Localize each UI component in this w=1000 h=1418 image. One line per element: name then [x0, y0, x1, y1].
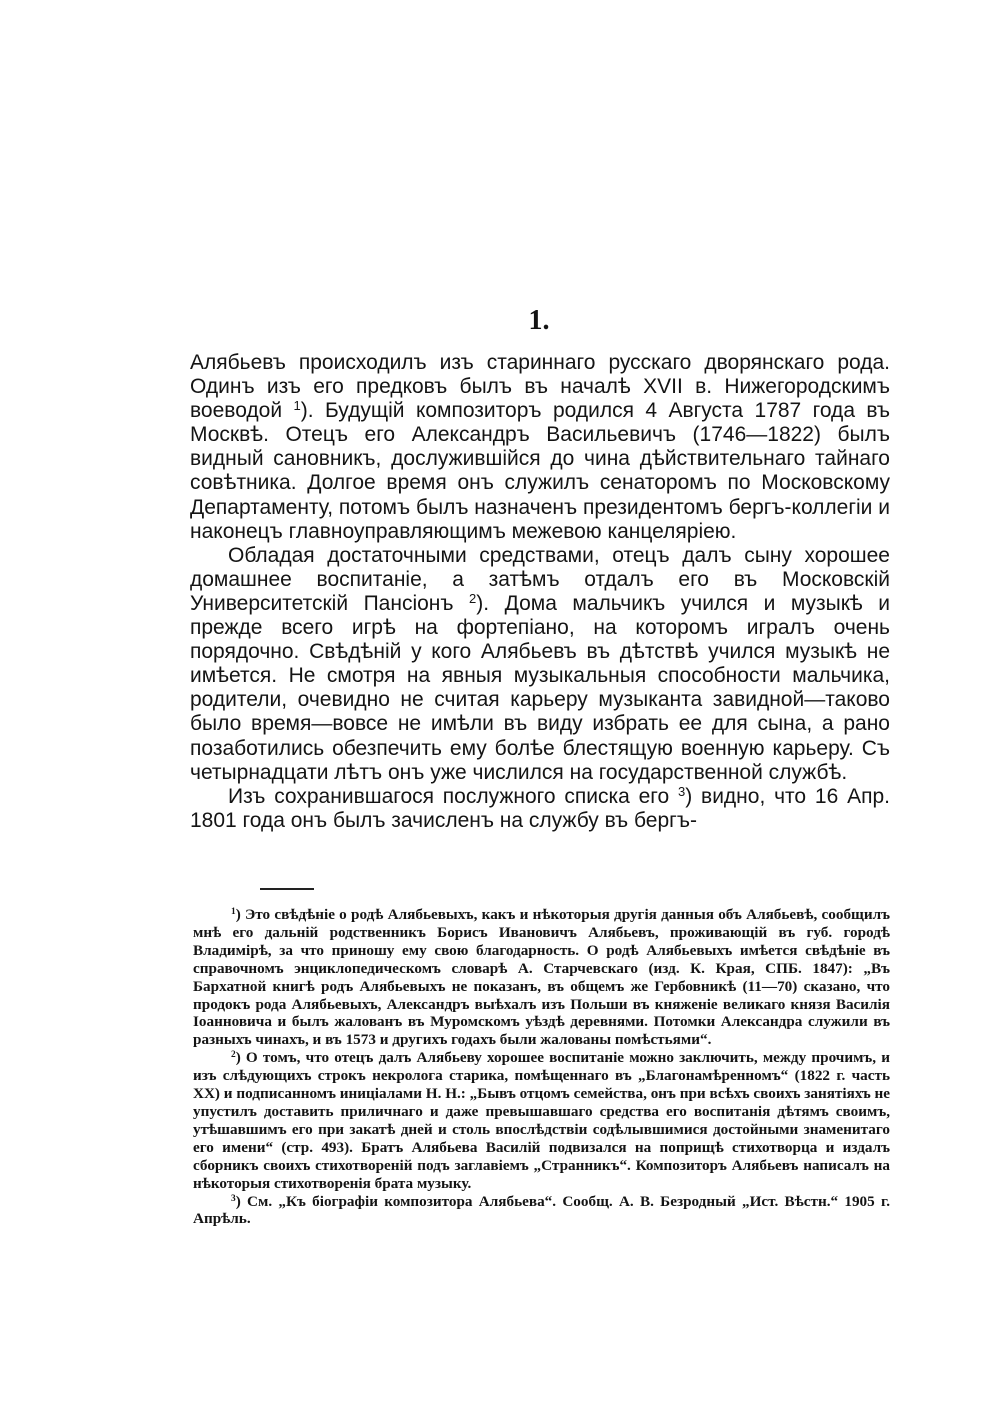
paragraph-text: Алябьевъ происходилъ изъ стариннаго русскаго дворянскаго рода. Одинъ изъ его предковъ былъ въ началѣ XVII в. Нижегородскимъ воеводой [190, 351, 890, 423]
paragraph-text: ). Будущій композиторъ родился 4 Августа 1787 года въ Москвѣ. Отецъ его Александръ Васильевичъ (1746—1822) былъ видный сановникъ, дослужившійся до чина дѣйствительнаго тайнаго совѣтника. Долгое время онъ служилъ сенаторомъ по Московскому Департаменту, потомъ былъ назначенъ президентомъ бергъ-коллегіи и наконецъ главноуправляющимъ межевою канцеляріею. [190, 399, 890, 543]
paragraph-text: Обладая достаточными средствами, отецъ далъ сыну хорошее домашнее воспитаніе, а затѣмъ отдалъ его въ Московскій Университетскій Пансіонъ [190, 543, 890, 615]
paragraph-text: ). Дома мальчикъ учился и музыкѣ и прежде всего игрѣ на фортепіано, на которомъ игралъ очень порядочно. Свѣдѣній у кого Алябьевъ въ дѣтствѣ учился музыкѣ не имѣется. Не смотря на явныя музыкальныя способности мальчика, родители, очевидно не считая карьеру музыканта завидной—таково было время—вовсе не имѣли въ виду избрать ее для сына, а рано позаботились обезпечить ему болѣе блестящую военную карьеру. Съ четырнадцати лѣтъ онъ уже числился на государственной службѣ. [190, 591, 891, 784]
footnote [193, 906, 890, 1049]
footnote-text: ) Это свѣдѣніе о родѣ Алябьевыхъ, какъ и нѣкоторыя другія данныя объ Алябьевѣ, сообщилъ мнѣ его дальній родственникъ Борисъ Ивановичъ Алябьевъ, проживающій въ губ. городѣ Владимірѣ, за что приношу ему свою благодарность. О родѣ Алябьевыхъ имѣется свѣдѣніе въ справочномъ энциклопедическомъ словарѣ А. Старчевскаго (изд. К. Края, СПБ. 1847): „Въ Бархатной книгѣ родъ Алябьевыхъ не показанъ, въ общемъ же Гербовникѣ (11—70) сказано, что продокъ рода Алябьевыхъ, Александръ выѣхалъ изъ Польши въ княженіе великаго князя Василія Іоанновича и былъ жалованъ въ Муромскомъ уѣздѣ деревнями. Потомки Александра служили въ разныхъ чинахъ, и въ 1573 и другихъ годахъ были жалованы помѣстьями“. [193, 906, 890, 1049]
main-text [190, 351, 890, 833]
footnote-reference: 3 [677, 783, 686, 799]
footnote [193, 1193, 890, 1229]
footnote-text: ) О томъ, что отецъ далъ Алябьеву хорошее воспитаніе можно заключить, между прочимъ, и изъ слѣдующихъ строкъ некролога старика, помѣщеннаго въ „Благонамѣренномъ“ (1822 г. часть XX) и подписанномъ иниціалами Н. Н.: „Бывъ отцомъ семейства, онъ при всѣхъ своихъ занятіяхъ не упустилъ доставить приличнаго и даже превышавшаго средства его воспитанія дѣтямъ своимъ, утѣшавшимъ его при закатѣ дней и столь впослѣдствіи содѣлывшимися достойными знаменитаго его имени“ (стр. 493). Братъ Алябьева Василій подвизался на поприщѣ стихотворца и издалъ сборникъ своихъ стихотвореній подъ заглавіемъ „Странникъ“. Композиторъ Алябьевъ написалъ на нѣкоторыя стихотворенія брата музыку. [193, 1049, 890, 1192]
body-paragraph [190, 544, 890, 785]
footnote-marker: 3 [231, 1193, 236, 1204]
body-paragraph [190, 351, 890, 544]
paragraph-text: Изъ сохранившагося послужного списка его [228, 784, 678, 808]
body-paragraph [190, 785, 890, 833]
footnote-separator [260, 888, 314, 890]
footnote-reference: 1 [293, 398, 301, 414]
footnote-marker: 2 [231, 1050, 236, 1061]
footnote [193, 1049, 890, 1192]
footnote-reference: 2 [469, 590, 477, 606]
footnotes [193, 906, 890, 1228]
footnote-text: ) См. „Къ біографіи композитора Алябьева“. Сообщ. А. В. Безродный „Ист. Вѣстн.“ 1905 г. Апрѣль. [193, 1192, 890, 1228]
chapter-number: 1. [528, 305, 550, 336]
paragraph-text: ) видно, что 16 Апр. 1801 года онъ былъ зачисленъ на службу въ бергъ- [190, 784, 890, 832]
footnote-marker: 1 [231, 906, 236, 917]
